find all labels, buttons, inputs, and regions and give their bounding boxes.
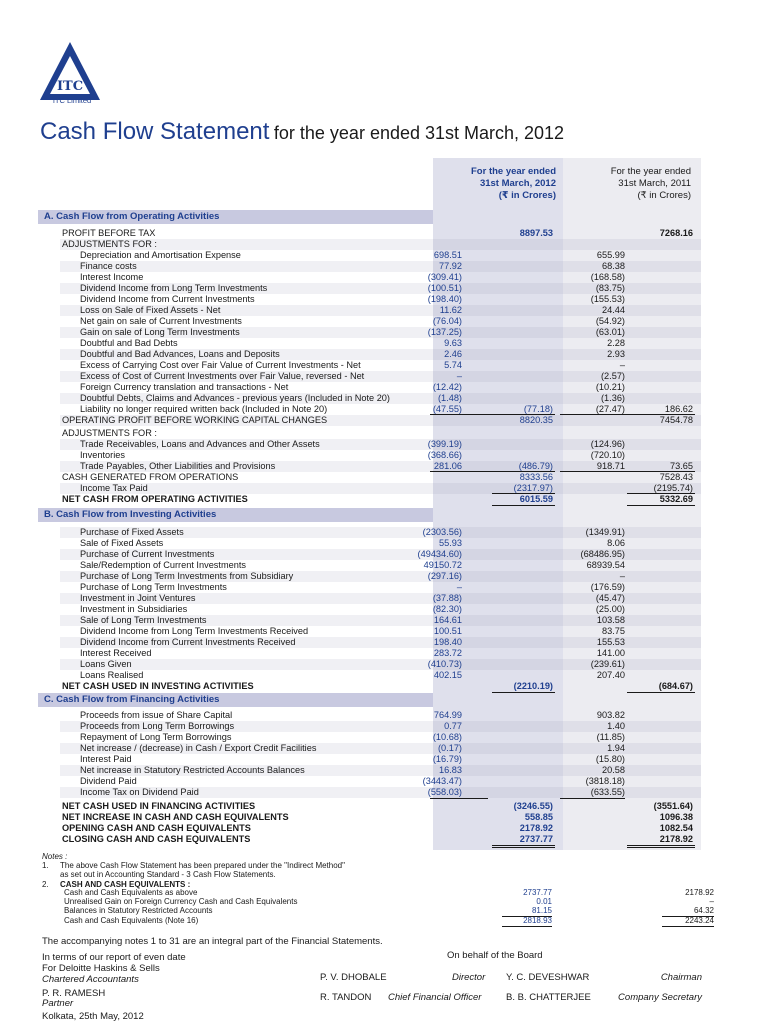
current-item-value: 283.72 xyxy=(433,648,462,658)
table-row xyxy=(0,681,701,692)
row-label: Doubtful and Bad Debts xyxy=(80,338,178,348)
total-rule xyxy=(627,845,695,846)
current-total-value: 2178.92 xyxy=(519,823,553,833)
row-label: Dividend Paid xyxy=(80,776,137,786)
current-item-value: (309.41) xyxy=(427,272,462,282)
note-item-current: 2818.93 xyxy=(502,916,552,927)
table-row xyxy=(0,571,701,582)
table-row xyxy=(0,732,701,743)
current-item-value: 198.40 xyxy=(433,637,462,647)
current-total-value: 558.85 xyxy=(524,812,553,822)
auditor-role: Chartered Accountants xyxy=(42,974,139,985)
previous-item-value: 207.40 xyxy=(596,670,625,680)
previous-item-value: 24.44 xyxy=(602,305,625,315)
current-item-value: (1.48) xyxy=(437,393,462,403)
row-label: Loans Given xyxy=(80,659,132,669)
current-item-value: 77.92 xyxy=(439,261,462,271)
previous-item-value: – xyxy=(619,571,625,581)
row-label: Doubtful and Bad Advances, Loans and Deposits xyxy=(80,349,280,359)
current-item-value: (137.25) xyxy=(427,327,462,337)
row-label: Trade Payables, Other Liabilities and Provisions xyxy=(80,461,276,471)
previous-year-header: For the year ended 31st March, 2011 (₹ in Crores) xyxy=(610,166,691,201)
row-label: Liability no longer required written back (Included in Note 20) xyxy=(80,404,328,414)
previous-item-value: (3818.18) xyxy=(585,776,625,786)
previous-item-value: 141.00 xyxy=(596,648,625,658)
table-row xyxy=(0,415,701,426)
current-item-value: 164.61 xyxy=(433,615,462,625)
table-row xyxy=(0,349,701,360)
current-item-value: 100.51 xyxy=(433,626,462,636)
previous-item-value: (15.80) xyxy=(595,754,625,764)
total-rule xyxy=(492,493,555,494)
table-row xyxy=(0,787,701,798)
current-total-value: (3246.55) xyxy=(513,801,553,811)
row-label: Purchase of Current Investments xyxy=(80,549,215,559)
row-label: Dividend Income from Long Term Investments Received xyxy=(80,626,309,636)
previous-total-value: 1096.38 xyxy=(659,812,693,822)
previous-item-value: (1.36) xyxy=(600,393,625,403)
note-item-previous: 2178.92 xyxy=(685,888,714,897)
current-item-value: 11.62 xyxy=(439,305,462,315)
row-label: Sale of Long Term Investments xyxy=(80,615,207,625)
previous-total-value: 1082.54 xyxy=(659,823,693,833)
current-total-value: 8897.53 xyxy=(519,228,553,238)
previous-item-value: 2.93 xyxy=(607,349,625,359)
current-item-value: (10.68) xyxy=(432,732,462,742)
current-total-value: (486.79) xyxy=(518,461,553,471)
row-label: CASH GENERATED FROM OPERATIONS xyxy=(62,472,239,482)
previous-total-value: 7268.16 xyxy=(659,228,693,238)
current-item-value: 16.83 xyxy=(439,765,462,775)
row-label: NET CASH USED IN INVESTING ACTIVITIES xyxy=(62,681,254,691)
total-rule xyxy=(627,847,695,848)
previous-item-value: (83.75) xyxy=(595,283,625,293)
previous-item-value: (2.57) xyxy=(600,371,625,381)
previous-item-value: (176.59) xyxy=(590,582,625,592)
current-item-value: (12.42) xyxy=(432,382,462,392)
partner-role: Partner xyxy=(42,998,74,1009)
current-total-value: 8820.35 xyxy=(519,415,553,425)
previous-item-value: 155.53 xyxy=(596,637,625,647)
row-label: Excess of Carrying Cost over Fair Value of Current Investments - Net xyxy=(80,360,361,370)
current-item-value: (368.66) xyxy=(427,450,462,460)
current-item-value: (3443.47) xyxy=(422,776,462,786)
row-label: ADJUSTMENTS FOR : xyxy=(62,239,157,249)
table-row xyxy=(0,670,701,681)
current-item-value: 698.51 xyxy=(433,250,462,260)
current-item-value: (47.55) xyxy=(432,404,462,414)
table-row xyxy=(0,250,701,261)
table-row xyxy=(0,626,701,637)
note-item-label: Balances in Statutory Restricted Accounts xyxy=(64,906,213,915)
note-item-label: Unrealised Gain on Foreign Currency Cash and Cash Equivalents xyxy=(64,897,298,906)
row-label: Interest Received xyxy=(80,648,152,658)
row-label: Loans Realised xyxy=(80,670,144,680)
previous-total-value: 186.62 xyxy=(664,404,693,414)
previous-item-value: (25.00) xyxy=(595,604,625,614)
signatory-4-role: Company Secretary xyxy=(618,992,702,1003)
note-1-number: 1. xyxy=(42,861,49,870)
note-item-previous: 64.32 xyxy=(662,906,714,917)
current-year-header: For the year ended 31st March, 2012 (₹ in Crores) xyxy=(471,166,556,201)
table-row xyxy=(0,776,701,787)
total-rule xyxy=(430,471,555,472)
table-row xyxy=(0,560,701,571)
previous-item-value: 2.28 xyxy=(607,338,625,348)
table-row xyxy=(0,393,701,404)
table-row xyxy=(0,316,701,327)
page-title xyxy=(40,118,564,146)
row-label: Investment in Subsidiaries xyxy=(80,604,188,614)
total-rule xyxy=(492,505,555,506)
note-1-line-1: The above Cash Flow Statement has been prepared under the "Indirect Method" xyxy=(60,861,345,870)
table-row xyxy=(0,834,701,845)
current-total-value: 2737.77 xyxy=(519,834,553,844)
current-item-value: (16.79) xyxy=(432,754,462,764)
table-row xyxy=(0,604,701,615)
table-row xyxy=(0,812,701,823)
note-item-label: Cash and Cash Equivalents as above xyxy=(64,888,198,897)
row-label: Dividend Income from Long Term Investments xyxy=(80,283,268,293)
previous-item-value: 1.40 xyxy=(607,721,625,731)
signatory-1-role: Director xyxy=(452,972,486,983)
row-label: Proceeds from issue of Share Capital xyxy=(80,710,233,720)
note-item-previous: – xyxy=(709,897,714,906)
partner-name: P. R. RAMESH xyxy=(42,988,106,999)
signatory-1-name: P. V. DHOBALE xyxy=(320,972,387,983)
previous-item-value: 8.06 xyxy=(607,538,625,548)
current-item-value: (0.17) xyxy=(437,743,462,753)
table-row xyxy=(0,659,701,670)
current-total-value: (2210.19) xyxy=(513,681,553,691)
row-label: Sale of Fixed Assets xyxy=(80,538,164,548)
table-row xyxy=(0,261,701,272)
signatory-2-name: Y. C. DEVESHWAR xyxy=(506,972,590,983)
row-label: Net gain on sale of Current Investments xyxy=(80,316,242,326)
total-rule xyxy=(492,847,555,848)
previous-total-value: 2178.92 xyxy=(659,834,693,844)
row-label: Income Tax Paid xyxy=(80,483,148,493)
previous-item-value: 903.82 xyxy=(596,710,625,720)
row-label: Dividend Income from Current Investments xyxy=(80,294,255,304)
table-row xyxy=(0,801,701,812)
current-item-value: 2.46 xyxy=(444,349,462,359)
row-label: NET CASH FROM OPERATING ACTIVITIES xyxy=(62,494,248,504)
previous-item-value: (11.85) xyxy=(596,732,625,742)
row-label: Excess of Cost of Current Investments over Fair Value, reversed - Net xyxy=(80,371,365,381)
total-rule xyxy=(560,471,695,472)
table-row xyxy=(0,582,701,593)
row-label: ADJUSTMENTS FOR : xyxy=(62,428,157,438)
total-rule xyxy=(492,845,555,846)
table-row xyxy=(0,483,701,494)
current-item-value: 0.77 xyxy=(444,721,462,731)
row-label: Net increase / (decrease) in Cash / Export Credit Facilities xyxy=(80,743,317,753)
table-row xyxy=(0,228,701,239)
row-label: Purchase of Long Term Investments from Subsidiary xyxy=(80,571,294,581)
previous-item-value: (239.61) xyxy=(590,659,625,669)
row-label: Proceeds from Long Term Borrowings xyxy=(80,721,235,731)
previous-item-value: 68939.54 xyxy=(586,560,625,570)
table-row xyxy=(0,338,701,349)
previous-item-value: (1349.91) xyxy=(585,527,625,537)
row-label: Purchase of Long Term Investments xyxy=(80,582,227,592)
current-item-value: 49150.72 xyxy=(423,560,462,570)
current-item-value: (82.30) xyxy=(432,604,462,614)
current-item-value: (410.73) xyxy=(427,659,462,669)
table-row xyxy=(0,754,701,765)
auditor-firm: For Deloitte Haskins & Sells xyxy=(42,963,160,974)
table-row xyxy=(0,527,701,538)
previous-item-value: 1.94 xyxy=(607,743,625,753)
previous-item-value: 83.75 xyxy=(602,626,625,636)
section-financing: C. Cash Flow from Financing Activities xyxy=(38,693,433,707)
current-item-value: (558.03) xyxy=(427,787,462,797)
current-item-value: 9.63 xyxy=(444,338,462,348)
current-item-value: 5.74 xyxy=(444,360,462,370)
row-label: OPENING CASH AND CASH EQUIVALENTS xyxy=(62,823,251,833)
previous-item-value: 918.71 xyxy=(596,461,625,471)
section-operating: A. Cash Flow from Operating Activities xyxy=(38,210,433,224)
current-item-value: 281.06 xyxy=(433,461,462,471)
previous-item-value: 655.99 xyxy=(596,250,625,260)
row-label: Foreign Currency translation and transactions - Net xyxy=(80,382,289,392)
title-main: Cash Flow Statement xyxy=(40,118,270,145)
current-item-value: 764.99 xyxy=(433,710,462,720)
previous-item-value: 103.58 xyxy=(596,615,625,625)
title-sub: for the year ended 31st March, 2012 xyxy=(273,123,565,143)
table-row xyxy=(0,721,701,732)
current-item-value: (198.40) xyxy=(427,294,462,304)
previous-item-value: (27.47) xyxy=(595,404,625,414)
table-row xyxy=(0,765,701,776)
accompanying-notes: The accompanying notes 1 to 31 are an integral part of the Financial Statements. xyxy=(42,936,383,947)
table-row xyxy=(0,494,701,505)
table-row xyxy=(0,637,701,648)
signatory-2-role: Chairman xyxy=(660,972,702,983)
signatory-3-role: Chief Financial Officer xyxy=(388,992,482,1003)
previous-item-value: (68486.95) xyxy=(580,549,625,559)
previous-item-value: (168.58) xyxy=(590,272,625,282)
current-total-value: 8333.56 xyxy=(519,472,553,482)
previous-item-value: (124.96) xyxy=(590,439,625,449)
table-row xyxy=(0,823,701,834)
table-row xyxy=(0,743,701,754)
row-label: Trade Receivables, Loans and Advances and Other Assets xyxy=(80,439,320,449)
note-item-label: Cash and Cash Equivalents (Note 16) xyxy=(64,916,199,925)
table-row xyxy=(0,710,701,721)
row-label: Interest Income xyxy=(80,272,144,282)
current-item-value: (37.88) xyxy=(432,593,462,603)
table-row xyxy=(0,360,701,371)
previous-item-value: (63.01) xyxy=(595,327,625,337)
place-date: Kolkata, 25th May, 2012 xyxy=(42,1011,144,1022)
row-label: OPERATING PROFIT BEFORE WORKING CAPITAL CHANGES xyxy=(62,415,328,425)
table-row xyxy=(0,648,701,659)
table-row xyxy=(0,371,701,382)
note-item-current: 0.01 xyxy=(536,897,552,906)
on-behalf-of-board: On behalf of the Board xyxy=(447,950,543,961)
row-label: Finance costs xyxy=(80,261,137,271)
table-row xyxy=(0,549,701,560)
previous-item-value: 68.38 xyxy=(602,261,625,271)
previous-item-value: (10.21) xyxy=(595,382,625,392)
previous-item-value: (720.10) xyxy=(590,450,625,460)
previous-item-value: (633.55) xyxy=(590,787,625,797)
previous-total-value: 73.65 xyxy=(670,461,693,471)
row-label: PROFIT BEFORE TAX xyxy=(62,228,156,238)
row-label: Depreciation and Amortisation Expense xyxy=(80,250,241,260)
table-row xyxy=(0,305,701,316)
previous-item-value: (54.92) xyxy=(595,316,625,326)
total-rule xyxy=(560,798,625,799)
row-label: Purchase of Fixed Assets xyxy=(80,527,184,537)
previous-item-value: (155.53) xyxy=(590,294,625,304)
current-total-value: (77.18) xyxy=(523,404,553,414)
table-row xyxy=(0,327,701,338)
previous-item-value: 20.58 xyxy=(602,765,625,775)
table-row xyxy=(0,593,701,604)
svg-text:ITC: ITC xyxy=(56,79,84,94)
report-reference: In terms of our report of even date xyxy=(42,952,186,963)
row-label: CLOSING CASH AND CASH EQUIVALENTS xyxy=(62,834,251,844)
section-investing: B. Cash Flow from Investing Activities xyxy=(38,508,433,522)
row-label: Doubtful Debts, Claims and Advances - previous years (Included in Note 20) xyxy=(80,393,390,403)
previous-item-value: (45.47) xyxy=(595,593,625,603)
row-label: Interest Paid xyxy=(80,754,132,764)
note-2-title: CASH AND CASH EQUIVALENTS : xyxy=(60,880,191,889)
current-total-value: 6015.59 xyxy=(519,494,553,504)
table-row xyxy=(0,239,701,250)
row-label: Inventories xyxy=(80,450,125,460)
note-2-number: 2. xyxy=(42,880,49,889)
total-rule xyxy=(560,414,695,415)
previous-total-value: 7528.43 xyxy=(659,472,693,482)
total-rule xyxy=(627,493,695,494)
signatory-3-name: R. TANDON xyxy=(320,992,372,1003)
row-label: Net increase in Statutory Restricted Accounts Balances xyxy=(80,765,305,775)
previous-item-value: – xyxy=(619,360,625,370)
note-item-current: 81.15 xyxy=(502,906,552,917)
table-row xyxy=(0,615,701,626)
current-item-value: (2303.56) xyxy=(422,527,462,537)
total-rule xyxy=(430,414,555,415)
previous-total-value: 5332.69 xyxy=(659,494,693,504)
total-rule xyxy=(492,692,555,693)
table-row xyxy=(0,283,701,294)
table-row xyxy=(0,450,701,461)
current-item-value: (100.51) xyxy=(427,283,462,293)
row-label: Dividend Income from Current Investments Received xyxy=(80,637,296,647)
table-row xyxy=(0,538,701,549)
row-label: Repayment of Long Term Borrowings xyxy=(80,732,232,742)
table-row xyxy=(0,272,701,283)
row-label: NET CASH USED IN FINANCING ACTIVITIES xyxy=(62,801,256,811)
note-1-line-2: as set out in Accounting Standard - 3 Cash Flow Statements. xyxy=(60,870,276,879)
row-label: Investment in Joint Ventures xyxy=(80,593,196,603)
company-name: ITC Limited xyxy=(52,96,92,105)
current-item-value: – xyxy=(456,371,462,381)
signatory-4-name: B. B. CHATTERJEE xyxy=(506,992,591,1003)
total-rule xyxy=(627,692,695,693)
table-row xyxy=(0,294,701,305)
current-total-value: (2317.97) xyxy=(513,483,553,493)
previous-total-value: 7454.78 xyxy=(659,415,693,425)
row-label: NET INCREASE IN CASH AND CASH EQUIVALENTS xyxy=(62,812,289,822)
row-label: Income Tax on Dividend Paid xyxy=(80,787,199,797)
previous-total-value: (3551.64) xyxy=(653,801,693,811)
notes-heading: Notes : xyxy=(42,852,68,861)
note-item-current: 2737.77 xyxy=(523,888,552,897)
table-row xyxy=(0,382,701,393)
table-row xyxy=(0,472,701,483)
current-item-value: 55.93 xyxy=(439,538,462,548)
row-label: Sale/Redemption of Current Investments xyxy=(80,560,246,570)
row-label: Gain on sale of Long Term Investments xyxy=(80,327,240,337)
total-rule xyxy=(627,505,695,506)
row-label: Loss on Sale of Fixed Assets - Net xyxy=(80,305,221,315)
current-item-value: (76.04) xyxy=(432,316,462,326)
previous-total-value: (2195.74) xyxy=(653,483,693,493)
current-item-value: (297.16) xyxy=(427,571,462,581)
table-row xyxy=(0,428,701,439)
current-item-value: 402.15 xyxy=(433,670,462,680)
previous-total-value: (684.67) xyxy=(658,681,693,691)
total-rule xyxy=(430,798,488,799)
note-item-previous: 2243.24 xyxy=(662,916,714,927)
current-item-value: (49434.60) xyxy=(417,549,462,559)
table-row xyxy=(0,439,701,450)
current-item-value: (399.19) xyxy=(427,439,462,449)
current-item-value: – xyxy=(456,582,462,592)
